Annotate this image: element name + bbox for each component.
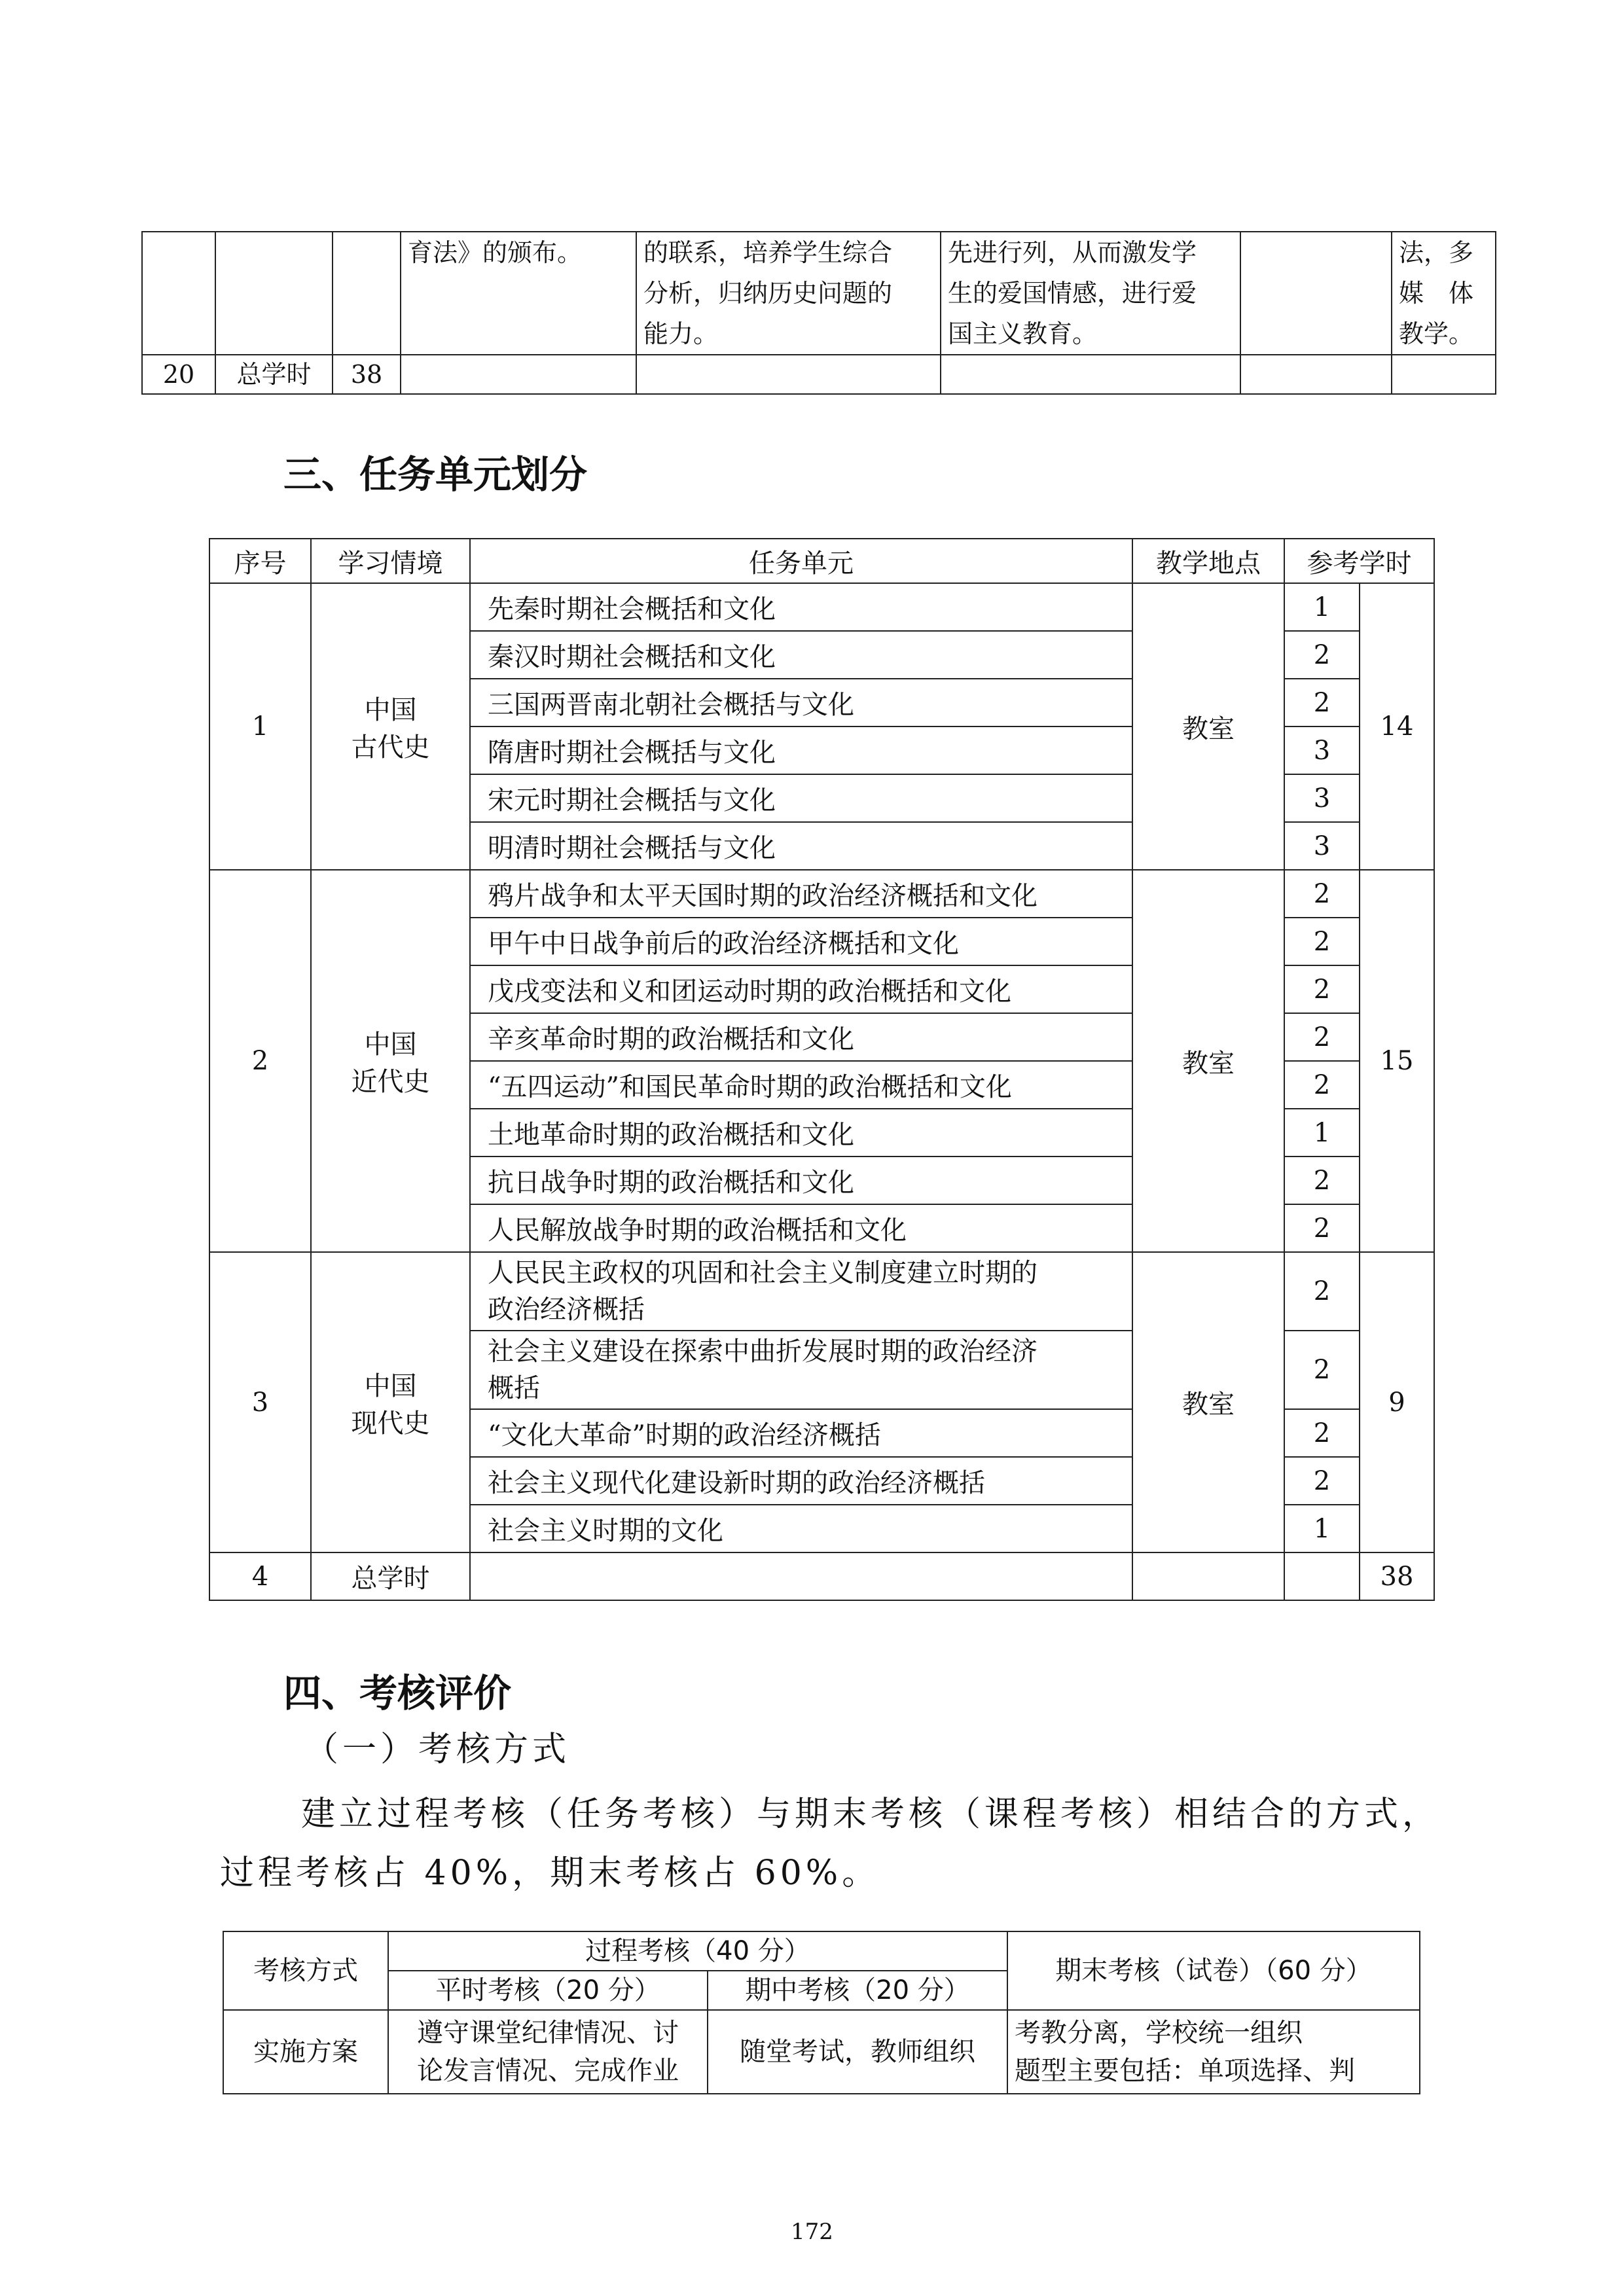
task-unit: 先秦时期社会概括和文化 bbox=[470, 583, 1132, 631]
task-unit: 戊戌变法和义和团运动时期的政治概括和文化 bbox=[470, 965, 1132, 1013]
total-row bbox=[142, 355, 1496, 394]
header-final: 期末考核（试卷）（60 分） bbox=[1007, 1931, 1420, 2010]
task-unit: 辛亥革命时期的政治概括和文化 bbox=[470, 1013, 1132, 1061]
table-cell: 育法》的颁布。 bbox=[401, 232, 636, 355]
group-number: 3 bbox=[209, 1252, 311, 1552]
header-midterm: 期中考核（20 分） bbox=[708, 1971, 1007, 2010]
task-unit: 社会主义现代化建设新时期的政治经济概括 bbox=[470, 1457, 1132, 1505]
header-method: 考核方式 bbox=[223, 1931, 388, 2010]
unit-hours: 2 bbox=[1284, 1252, 1360, 1331]
header-unit: 任务单元 bbox=[470, 539, 1132, 583]
table-row bbox=[209, 870, 1434, 918]
teaching-place: 教室 bbox=[1132, 1252, 1284, 1552]
unit-hours: 3 bbox=[1284, 822, 1360, 870]
task-unit: 人民解放战争时期的政治概括和文化 bbox=[470, 1204, 1132, 1252]
teaching-place: 教室 bbox=[1132, 583, 1284, 870]
table-cell: 法，多 媒 体 教学。 bbox=[1392, 232, 1496, 355]
task-unit: 明清时期社会概括与文化 bbox=[470, 822, 1132, 870]
table-cell bbox=[142, 232, 215, 355]
task-unit: 抗日战争时期的政治概括和文化 bbox=[470, 1157, 1132, 1204]
group-number: 1 bbox=[209, 583, 311, 870]
total-row bbox=[209, 1552, 1434, 1600]
learning-context: 中国 现代史 bbox=[311, 1252, 470, 1552]
unit-hours: 2 bbox=[1284, 965, 1360, 1013]
row-label: 实施方案 bbox=[223, 2010, 388, 2094]
midterm-plan: 随堂考试，教师组织 bbox=[708, 2010, 1007, 2094]
task-unit: 鸦片战争和太平天国时期的政治经济概括和文化 bbox=[470, 870, 1132, 918]
learning-context: 中国 古代史 bbox=[311, 583, 470, 870]
total-label: 总学时 bbox=[215, 355, 333, 394]
header-daily: 平时考核（20 分） bbox=[388, 1971, 708, 2010]
table-row bbox=[209, 1252, 1434, 1331]
table-cell bbox=[215, 232, 333, 355]
header-context: 学习情境 bbox=[311, 539, 470, 583]
task-unit: 人民民主政权的巩固和社会主义制度建立时期的 政治经济概括 bbox=[470, 1252, 1132, 1331]
continued-table bbox=[141, 231, 1496, 395]
subsection-title: （一）考核方式 bbox=[304, 1730, 571, 1769]
row-number: 4 bbox=[209, 1552, 311, 1600]
learning-context: 中国 近代史 bbox=[311, 870, 470, 1252]
final-plan: 考教分离，学校统一组织 题型主要包括：单项选择、判 bbox=[1007, 2010, 1420, 2094]
header-row bbox=[209, 539, 1434, 583]
total-hours: 38 bbox=[1360, 1552, 1434, 1600]
task-unit: 社会主义建设在探索中曲折发展时期的政治经济 概括 bbox=[470, 1331, 1132, 1409]
unit-hours: 1 bbox=[1284, 1109, 1360, 1157]
task-unit: 土地革命时期的政治概括和文化 bbox=[470, 1109, 1132, 1157]
table-row bbox=[223, 2010, 1420, 2094]
task-unit: 秦汉时期社会概括和文化 bbox=[470, 631, 1132, 679]
unit-hours: 2 bbox=[1284, 1457, 1360, 1505]
unit-hours: 2 bbox=[1284, 1204, 1360, 1252]
task-unit: 甲午中日战争前后的政治经济概括和文化 bbox=[470, 918, 1132, 965]
task-unit: 隋唐时期社会概括与文化 bbox=[470, 726, 1132, 774]
unit-hours: 2 bbox=[1284, 870, 1360, 918]
table-cell bbox=[333, 232, 401, 355]
unit-hours: 3 bbox=[1284, 726, 1360, 774]
unit-hours: 2 bbox=[1284, 1157, 1360, 1204]
header-process: 过程考核（40 分） bbox=[388, 1931, 1007, 1971]
table-cell bbox=[1240, 232, 1392, 355]
group-total-hours: 9 bbox=[1360, 1252, 1434, 1552]
unit-hours: 2 bbox=[1284, 918, 1360, 965]
total-label: 总学时 bbox=[311, 1552, 470, 1600]
teaching-place: 教室 bbox=[1132, 870, 1284, 1252]
table-row bbox=[142, 232, 1496, 355]
unit-hours: 1 bbox=[1284, 1505, 1360, 1552]
header-no: 序号 bbox=[209, 539, 311, 583]
task-unit: 宋元时期社会概括与文化 bbox=[470, 774, 1132, 822]
group-total-hours: 15 bbox=[1360, 870, 1434, 1252]
header-place: 教学地点 bbox=[1132, 539, 1284, 583]
row-number: 20 bbox=[142, 355, 215, 394]
task-unit: 社会主义时期的文化 bbox=[470, 1505, 1132, 1552]
daily-plan: 遵守课堂纪律情况、讨 论发言情况、完成作业 bbox=[388, 2010, 708, 2094]
header-hours: 参考学时 bbox=[1284, 539, 1434, 583]
table-cell: 先进行列，从而激发学 生的爱国情感，进行爱 国主义教育。 bbox=[941, 232, 1240, 355]
section-3-title: 三、任务单元划分 bbox=[283, 452, 588, 497]
task-unit-table bbox=[209, 538, 1435, 1601]
task-unit: “文化大革命”时期的政治经济概括 bbox=[470, 1409, 1132, 1457]
group-total-hours: 14 bbox=[1360, 583, 1434, 870]
page-number: 172 bbox=[791, 2219, 833, 2245]
table-row bbox=[209, 583, 1434, 631]
unit-hours: 1 bbox=[1284, 583, 1360, 631]
header-row bbox=[223, 1931, 1420, 1971]
paragraph-line: 建立过程考核（任务考核）与期末考核（课程考核）相结合的方式， bbox=[301, 1795, 1441, 1834]
unit-hours: 2 bbox=[1284, 1061, 1360, 1109]
unit-hours: 3 bbox=[1284, 774, 1360, 822]
group-number: 2 bbox=[209, 870, 311, 1252]
section-4-title: 四、考核评价 bbox=[283, 1671, 512, 1715]
total-hours: 38 bbox=[333, 355, 401, 394]
task-unit: 三国两晋南北朝社会概括与文化 bbox=[470, 679, 1132, 726]
unit-hours: 2 bbox=[1284, 1013, 1360, 1061]
assessment-table bbox=[223, 1931, 1420, 2094]
unit-hours: 2 bbox=[1284, 631, 1360, 679]
table-cell: 的联系，培养学生综合 分析，归纳历史问题的 能力。 bbox=[636, 232, 941, 355]
unit-hours: 2 bbox=[1284, 1331, 1360, 1409]
unit-hours: 2 bbox=[1284, 1409, 1360, 1457]
paragraph-line: 过程考核占 40%，期末考核占 60%。 bbox=[220, 1854, 880, 1893]
task-unit: “五四运动”和国民革命时期的政治概括和文化 bbox=[470, 1061, 1132, 1109]
unit-hours: 2 bbox=[1284, 679, 1360, 726]
